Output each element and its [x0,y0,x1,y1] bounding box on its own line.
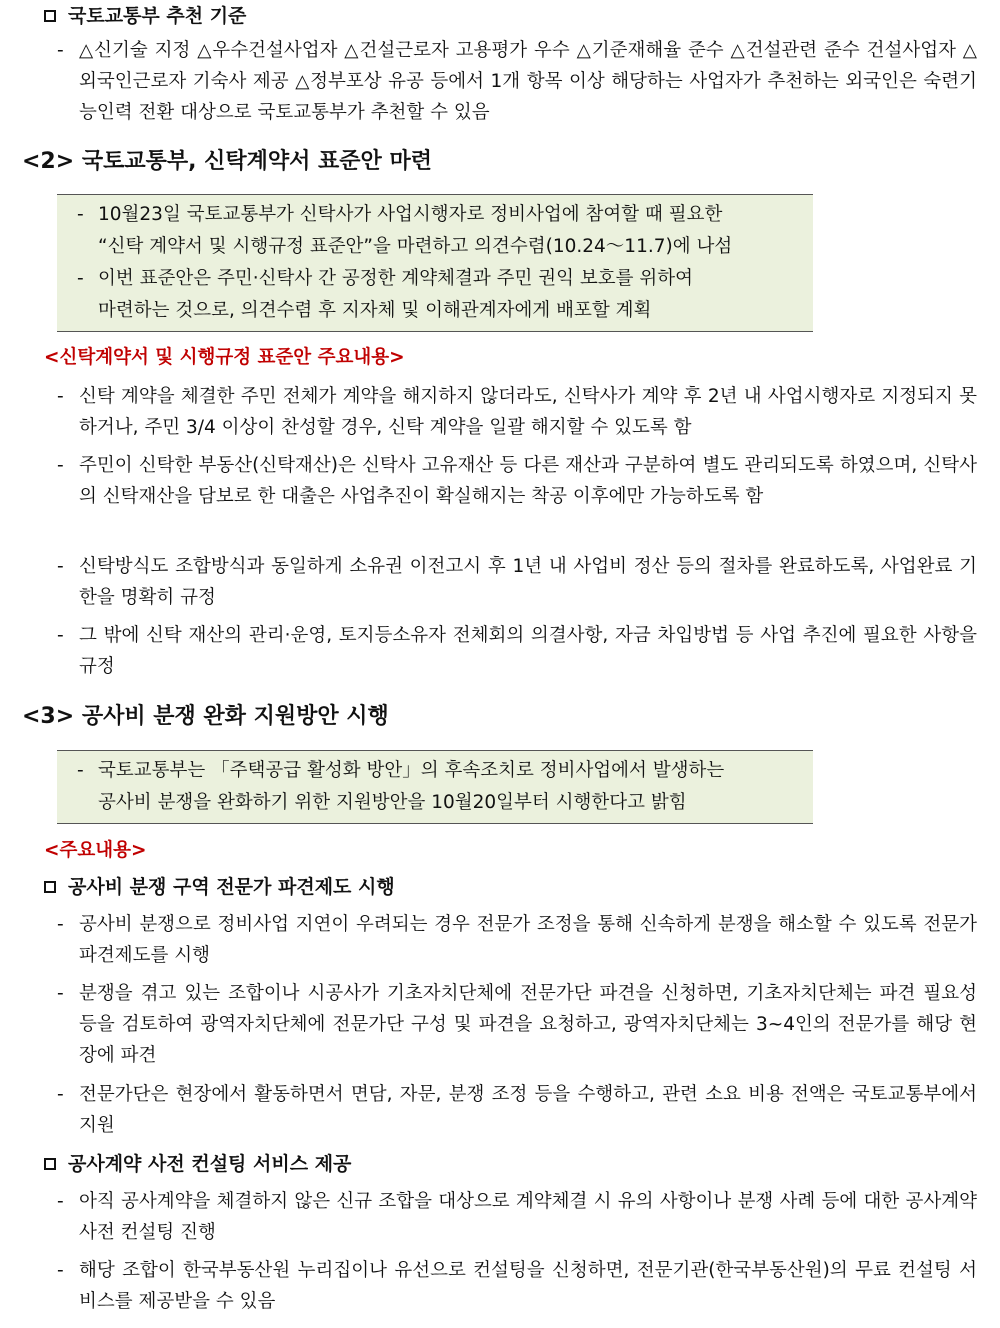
summary-line [77,787,813,819]
section-3-subheading: <주요내용> [44,840,147,861]
dash-marker: - [77,268,84,289]
summary-line [77,263,813,295]
section-2-title: <2> 국토교통부, 신탁계약서 표준안 마련 [22,149,432,174]
expert-dispatch-heading [44,873,395,901]
summary-line [77,755,813,787]
summary-line-text: 이번 표준안은 주민·신탁사 간 공정한 계약체결과 주민 권익 보호를 위하여 [98,268,693,289]
consulting-bullet-text: 해당 조합이 한국부동산원 누리집이나 유선으로 컨설팅을 신청하면, 전문기관(한국부동산원)의 무료 컨설팅 서비스를 제공받을 수 있음 [79,1260,977,1312]
criteria-bullet [57,35,977,128]
dash-marker: - [57,386,64,407]
section-2-bullet-text: 그 밖에 신탁 재산의 관리·운영, 토지등소유자 전체회의 의결사항, 자금 차입방법 등 사업 추진에 필요한 사항을 규정 [79,625,977,677]
section-2-subheading: <신탁계약서 및 시행규정 표준안 주요내용> [44,347,405,368]
square-bullet-icon [44,1158,56,1170]
consulting-bullet [57,1186,977,1248]
dash-marker: - [57,1084,64,1105]
consulting-heading [44,1150,351,1178]
dash-marker: - [57,1191,64,1212]
dash-marker: - [57,455,64,476]
criteria-heading-text: 국토교통부 추천 기준 [68,5,247,27]
consulting-heading-text: 공사계약 사전 컨설팅 서비스 제공 [68,1153,352,1175]
section-3-title: <3> 공사비 분쟁 완화 지원방안 시행 [22,704,389,729]
dash-marker: - [57,556,64,577]
section-2-bullet-text: 신탁방식도 조합방식과 동일하게 소유권 이전고시 후 1년 내 사업비 정산 등의 절차를 완료하도록, 사업완료 기한을 명확히 규정 [79,556,977,608]
square-bullet-icon [44,10,56,22]
summary-line [77,231,813,263]
dash-marker: - [77,760,84,781]
section-2-bullet [57,620,977,682]
summary-line-text: “신탁 계약서 및 시행규정 표준안”을 마련하고 의견수렴(10.24～11.7)에 나섬 [98,236,733,257]
expert-bullet [57,909,977,971]
expert-bullet [57,1079,977,1141]
expert-bullet [57,978,977,1071]
expert-bullet-text: 공사비 분쟁으로 정비사업 지연이 우려되는 경우 전문가 조정을 통해 신속하게 분쟁을 해소할 수 있도록 전문가 파견제도를 시행 [79,914,977,966]
section-2-bullet [57,450,977,512]
section-2-bullet-text: 신탁 계약을 체결한 주민 전체가 계약을 해지하지 않더라도, 신탁사가 계약 후 2년 내 사업시행자로 지정되지 못하거나, 주민 3/4 이상이 찬성할 경우, 신탁 계약을 일괄 해지할 수 있도록 함 [79,386,977,438]
section-2-bullet [57,381,977,443]
summary-line-text: 공사비 분쟁을 완화하기 위한 지원방안을 10월20일부터 시행한다고 밝힘 [98,792,687,813]
expert-dispatch-heading-text: 공사비 분쟁 구역 전문가 파견제도 시행 [68,876,395,898]
dash-marker: - [57,914,64,935]
consulting-bullet-text: 아직 공사계약을 체결하지 않은 신규 조합을 대상으로 계약체결 시 유의 사항이나 분쟁 사례 등에 대한 공사계약 사전 컨설팅 진행 [79,1191,977,1243]
criteria-heading [44,2,246,30]
expert-bullet-text: 전문가단은 현장에서 활동하면서 면담, 자문, 분쟁 조정 등을 수행하고, 관련 소요 비용 전액은 국토교통부에서 지원 [79,1084,977,1136]
summary-line-text: 10월23일 국토교통부가 신탁사가 사업시행자로 정비사업에 참여할 때 필요한 [98,204,723,225]
section-2-summary-box [57,194,813,332]
summary-line-text: 마련하는 것으로, 의견수렴 후 지자체 및 이해관계자에게 배포할 계획 [98,300,652,321]
dash-marker: - [57,625,64,646]
dash-marker: - [57,1260,64,1281]
section-2-bullet-text: 주민이 신탁한 부동산(신탁재산)은 신탁사 고유재산 등 다른 재산과 구분하여 별도 관리되도록 하였으며, 신탁사의 신탁재산을 담보로 한 대출은 사업추진이 확실해지는 착공 이후에만 가능하도록 함 [79,455,977,507]
summary-line [77,295,813,327]
consulting-bullet [57,1255,977,1317]
dash-marker: - [77,204,84,225]
dash-marker: - [57,40,64,61]
expert-bullet-text: 분쟁을 겪고 있는 조합이나 시공사가 기초자치단체에 전문가단 파견을 신청하면, 기초자치단체는 파견 필요성 등을 검토하여 광역자치단체에 전문가단 구성 및 파견을 요청하고, 광역자치단체는 3~4인의 전문가를 해당 현장에 파견 [79,983,977,1066]
section-3-summary-box [57,750,813,824]
summary-line [77,199,813,231]
dash-marker: - [57,983,64,1004]
section-2-bullet [57,551,977,613]
criteria-bullet-text: △신기술 지정 △우수건설사업자 △건설근로자 고용평가 우수 △기준재해율 준수 △건설관련 준수 건설사업자 △외국인근로자 기숙사 제공 △정부포상 유공 등에서 1개 항목 이상 해당하는 사업자가 추천하는 외국인은 숙련기능인력 전환 대상으로 국토교통부가 추천할 수 있음 [79,40,977,123]
square-bullet-icon [44,881,56,893]
summary-line-text: 국토교통부는 「주택공급 활성화 방안」의 후속조치로 정비사업에서 발생하는 [98,760,725,781]
